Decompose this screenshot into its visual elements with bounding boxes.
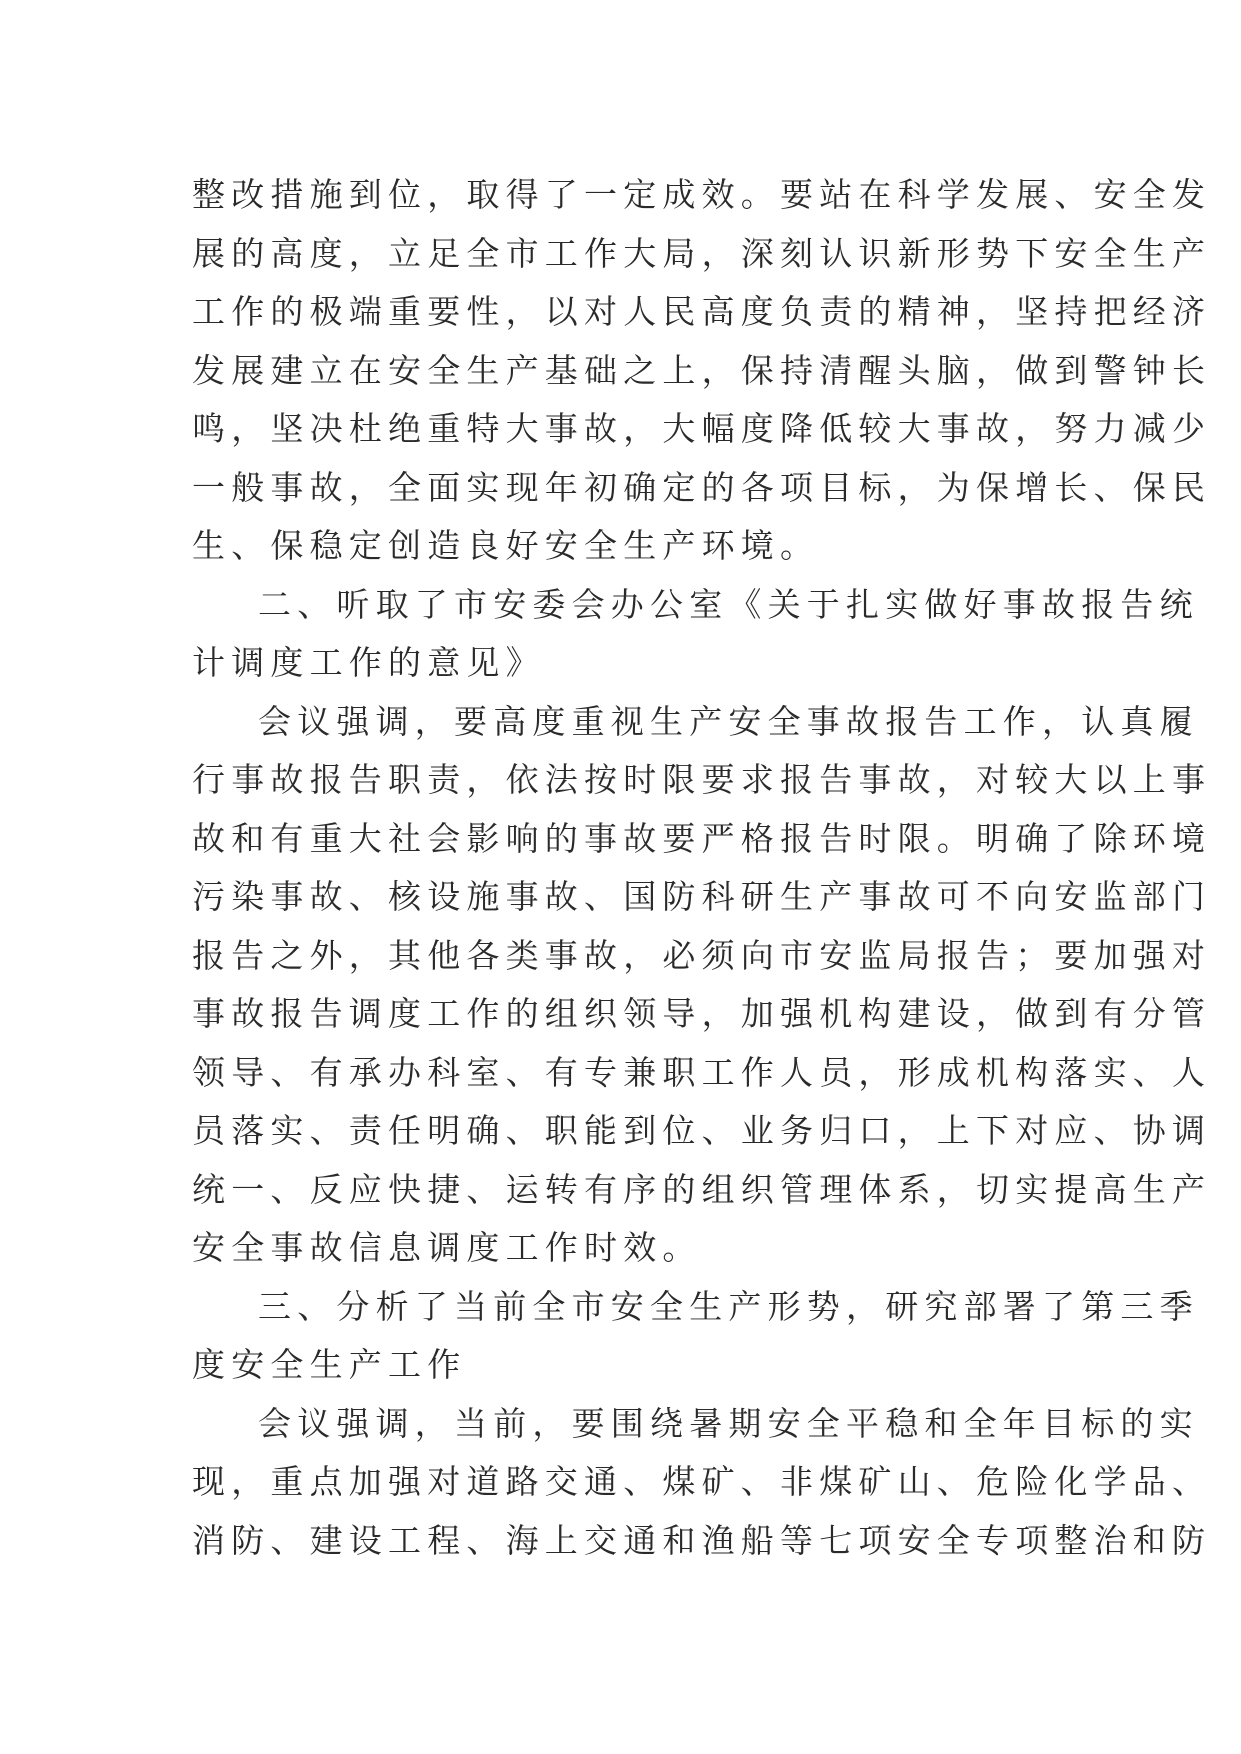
body-text: [192, 166, 1212, 1570]
text-line: 计调度工作的意见》: [192, 643, 545, 682]
text-line: 事故报告调度工作的组织领导，加强机构建设，做到有分管: [192, 994, 1212, 1033]
text-line: 行事故报告职责，依法按时限要求报告事故，对较大以上事: [192, 760, 1212, 799]
text-line: 污染事故、核设施事故、国防科研生产事故可不向安监部门: [192, 877, 1212, 916]
paragraph-first-line: 二、听取了市安委会办公室《关于扎实做好事故报告统: [258, 584, 1199, 624]
text-line: 领导、有承办科室、有专兼职工作人员，形成机构落实、人: [192, 1052, 1212, 1092]
text-line: 统一、反应快捷、运转有序的组织管理体系，切实提高生产: [192, 1169, 1212, 1209]
text-line: 一般事故，全面实现年初确定的各项目标，为保增长、保民: [192, 467, 1212, 507]
text-line: 安全事故信息调度工作时效。: [192, 1228, 702, 1267]
text-line: 员落实、责任明确、职能到位、业务归口，上下对应、协调: [192, 1111, 1212, 1150]
text-line: 整改措施到位，取得了一定成效。要站在科学发展、安全发: [192, 175, 1212, 214]
paragraph-first-line: 三、分析了当前全市安全生产形势，研究部署了第三季: [258, 1286, 1199, 1326]
text-line: 故和有重大社会影响的事故要严格报告时限。明确了除环境: [192, 818, 1212, 858]
text-line: 发展建立在安全生产基础之上，保持清醒头脑，做到警钟长: [192, 350, 1212, 390]
paragraph-first-line: 会议强调，当前，要围绕暑期安全平稳和全年目标的实: [258, 1403, 1199, 1443]
text-line: 度安全生产工作: [192, 1345, 467, 1384]
text-line: 展的高度，立足全市工作大局，深刻认识新形势下安全生产: [192, 233, 1212, 273]
text-line: 生、保稳定创造良好安全生产环境。: [192, 526, 820, 565]
text-line: 报告之外，其他各类事故，必须向市安监局报告；要加强对: [192, 935, 1212, 975]
text-line: 消防、建设工程、海上交通和渔船等七项安全专项整治和防: [192, 1520, 1212, 1560]
text-line: 工作的极端重要性，以对人民高度负责的精神，坚持把经济: [192, 292, 1212, 331]
text-line: 现，重点加强对道路交通、煤矿、非煤矿山、危险化学品、: [192, 1462, 1212, 1501]
paragraph-first-line: 会议强调，要高度重视生产安全事故报告工作，认真履: [258, 701, 1199, 741]
text-line: 鸣，坚决杜绝重特大事故，大幅度降低较大事故，努力减少: [192, 409, 1212, 448]
